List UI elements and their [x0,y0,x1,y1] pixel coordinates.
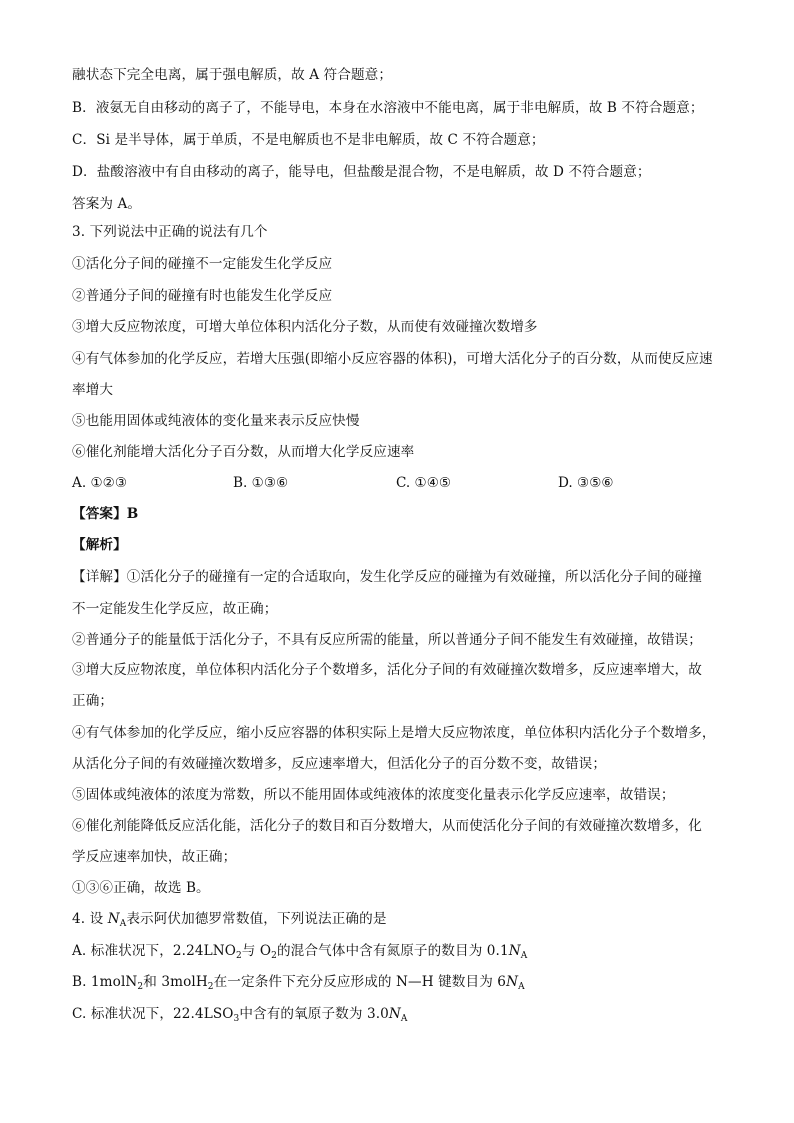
option-a: A. ①②③ [72,475,128,491]
answer-label: 【答案】B [72,506,139,522]
detail-line: 从活化分子间的有效碰撞次数增多，反应速率增大，但活化分子的百分数不变，故错误； [72,756,607,772]
detail-line: 不一定能发生化学反应，故正确； [72,601,278,617]
question-4-stem: 4. 设 $N_A$表示阿伏加德罗常数值，下列说法正确的是 [72,911,387,929]
q4-option-a: A. 标准状况下，$2.24LNO_2$与 $O_2$的混合气体中含有氮原子的数目为 $0.1N_A$ [72,943,528,961]
detail-line: ②普通分子的能量低于活化分子，不具有反应所需的能量，所以普通分子间不能发生有效碰撞，故错误； [72,632,702,648]
text-line: D．盐酸溶液中有自由移动的离子，能导电，但盐酸是混合物，不是电解质，故 D 不符合题意； [72,164,651,180]
detail-line: ⑤固体或纯液体的浓度为常数，所以不能用固体或纯液体的浓度变化量表示化学反应速率，故错误； [72,787,675,803]
statement-4: ④有气体参加的化学反应，若增大压强(即缩小反应容器的体积)，可增大活化分子的百分数，从而使反应速 [72,351,713,367]
statement-5: ⑤也能用固体或纯液体的变化量来表示反应快慢 [72,413,360,429]
text-line: 融状态下完全电离，属于强电解质，故 A 符合题意； [72,67,393,83]
detail-line: ⑥催化剂能降低反应活化能，活化分子的数目和百分数增大，从而使活化分子间的有效碰撞次数增多，化 [72,818,702,834]
detail-line: 学反应速率加快，故正确； [72,849,237,865]
text-line: 答案为 A。 [72,196,142,212]
option-b: B. ①③⑥ [233,475,289,491]
q4-option-c: C. 标准状况下，$22.4LSO_3$中含有的氧原子数为 $3.0N_A$ [72,1006,408,1024]
statement-1: ①活化分子间的碰撞不一定能发生化学反应 [72,256,333,272]
statement-3: ③增大反应物浓度，可增大单位体积内活化分子数，从而使有效碰撞次数增多 [72,319,538,335]
text-line: B．液氨无自由移动的离子了，不能导电，本身在水溶液中不能电离，属于非电解质，故 B 不符合题意； [72,100,704,116]
option-d: D. ③⑤⑥ [558,475,614,491]
statement-2: ②普通分子间的碰撞有时也能发生化学反应 [72,288,333,304]
detail-line: 正确； [72,693,114,709]
detail-line: 【详解】①活化分子的碰撞有一定的合适取向，发生化学反应的碰撞为有效碰撞，所以活化分子间的碰撞 [72,569,702,585]
detail-line: ③增大反应物浓度，单位体积内活化分子个数增多，活化分子间的有效碰撞次数增多，反应速率增大，故 [72,662,702,678]
statement-4-cont: 率增大 [72,382,114,398]
detail-line: ①③⑥正确，故选 B。 [72,880,210,896]
analysis-label: 【解析】 [72,537,127,553]
option-c: C. ①④⑤ [396,475,452,491]
text-line: C．Si 是半导体，属于单质，不是电解质也不是非电解质，故 C 不符合题意； [72,132,545,148]
q4-option-b: B. 1molN$_2$和 3molH$_2$在一定条件下充分反应形成的 N—H 键数目为 $6N_A$ [72,974,525,992]
detail-line: ④有气体参加的化学反应，缩小反应容器的体积实际上是增大反应物浓度，单位体积内活化分子个数增多， [72,725,716,741]
question-3-stem: 3. 下列说法中正确的说法有几个 [72,224,268,240]
statement-6: ⑥催化剂能增大活化分子百分数，从而增大化学反应速率 [72,444,415,460]
